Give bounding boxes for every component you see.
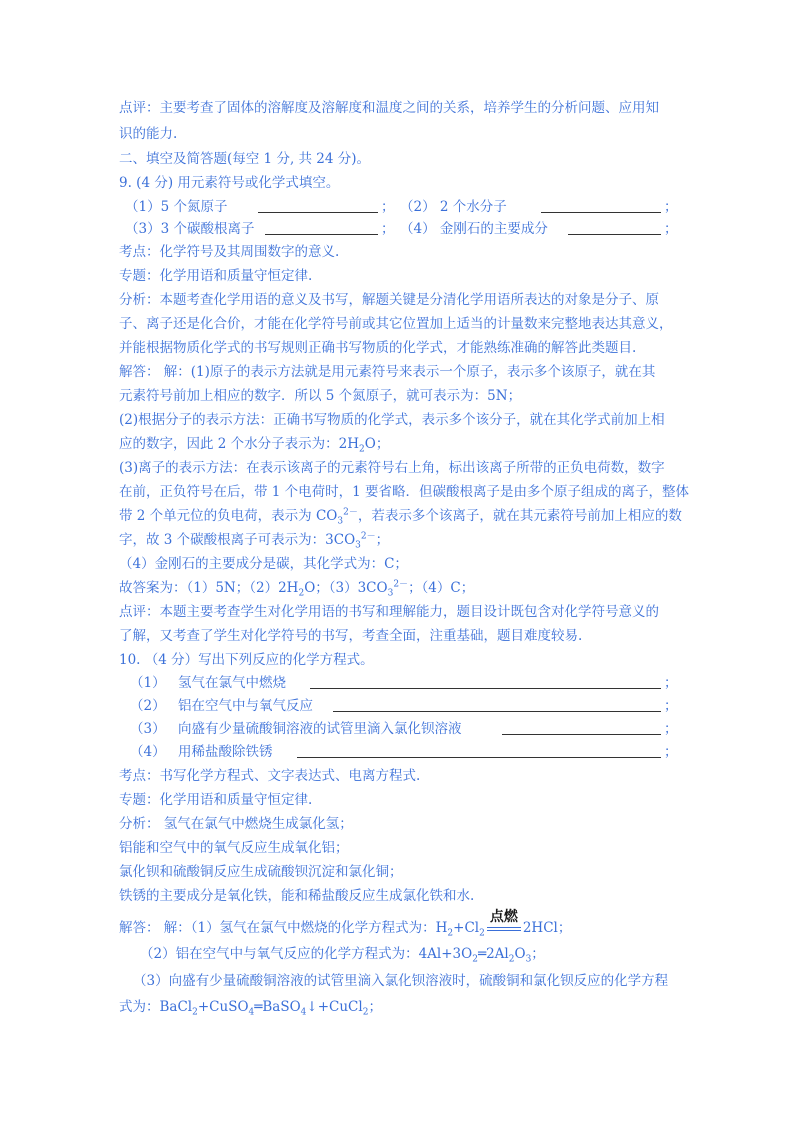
q9-analysis-1: 分析：本题考查化学用语的意义及书写，解题关键是分清化学用语所表达的对象是分子、原 bbox=[119, 292, 659, 308]
comment-line-1: 点评：主要考查了固体的溶解度及溶解度和温度之间的关系，培养学生的分析问题、应用知 bbox=[119, 100, 659, 116]
q10-analysis-1: 分析： 氢气在氯气中燃烧生成氯化氢； bbox=[119, 816, 353, 832]
q10-analysis-3: 氯化钡和硫酸铜反应生成硫酸钡沉淀和氯化铜； bbox=[119, 864, 403, 880]
q9-solution-2: 元素符号前加上相应的数字．所以 5 个氮原子，就可表示为：5N； bbox=[119, 388, 522, 404]
q9-analysis-2: 子、离子还是化合价，才能在化学符号前或其它位置加上适当的计量数来完整地表达其意义， bbox=[119, 316, 673, 332]
q10-answer-blank-2[interactable] bbox=[333, 697, 661, 712]
question-10-title: 10. （4 分）写出下列反应的化学方程式。 bbox=[119, 652, 374, 668]
q10-sep-3: ； bbox=[664, 721, 678, 737]
q9-item-4: （4） 金刚石的主要成分 bbox=[400, 221, 548, 237]
q10-analysis-2: 铝能和空气中的氧气反应生成氧化铝； bbox=[119, 840, 349, 856]
q9-topic: 专题：化学用语和质量守恒定律. bbox=[119, 268, 313, 284]
q9-answer-blank-3[interactable] bbox=[265, 220, 378, 235]
q10-sep-1: ； bbox=[664, 675, 678, 691]
q9-solution-6: 在前，正负符号在后，带 1 个电荷时，1 要省略．但碳酸根离子是由多个原子组成的离子，整体 bbox=[119, 484, 690, 500]
q9-item-1 bbox=[125, 197, 227, 217]
q10-analysis-4: 铁锈的主要成分是氧化铁，能和稀盐酸反应生成氯化铁和水. bbox=[119, 888, 475, 904]
q9-comment-2: 了解，又考查了学生对化学符号的书写，考查全面，注重基础，题目难度较易. bbox=[119, 628, 583, 644]
q9-sep-4: ； bbox=[664, 221, 678, 237]
q10-solution-1: 解答： 解：（1）氢气在氯气中燃烧的化学方程式为：$H_2+Cl_2$ 点燃 2HCl； bbox=[119, 909, 572, 939]
comment-line-2: 识的能力. bbox=[119, 126, 178, 142]
q9-sep-2: ； bbox=[664, 199, 678, 215]
q9-sep-3: ； bbox=[381, 221, 395, 237]
q10-exam-point: 考点：书写化学方程式、文字表达式、电离方程式. bbox=[119, 768, 421, 784]
q9-exam-point: 考点：化学符号及其周围数字的意义. bbox=[119, 244, 340, 260]
q10-topic: 专题：化学用语和质量守恒定律. bbox=[119, 792, 313, 808]
ignite-condition-label: 点燃 bbox=[489, 909, 518, 925]
q9-solution-7: 带 2 个单元位的负电荷，表示为 $CO_3^{2-}$，若表示多个该离子，就在其元素符号前加上相应的数 bbox=[119, 507, 682, 527]
q9-answer-blank-2[interactable] bbox=[541, 198, 661, 213]
q10-item-3-num: （3） bbox=[130, 721, 166, 737]
q10-item-2-text: 铝在空气中与氧气反应 bbox=[178, 698, 313, 714]
q10-item-3-text: 向盛有少量硫酸铜溶液的试管里滴入氯化钡溶液 bbox=[178, 721, 462, 737]
q9-solution-5: (3)离子的表示方法：在表示该离子的元素符号右上角，标出该离子所带的正负电荷数，数字 bbox=[119, 460, 665, 476]
section-heading: 二、填空及简答题(每空 1 分, 共 24 分)。 bbox=[119, 151, 371, 167]
q10-sep-4: ； bbox=[664, 744, 678, 760]
q10-item-4-text: 用稀盐酸除铁锈 bbox=[178, 744, 273, 760]
q10-answer-blank-3[interactable] bbox=[502, 720, 661, 735]
q10-answer-blank-1[interactable] bbox=[310, 674, 661, 689]
q9-sep-1: ； bbox=[381, 199, 395, 215]
q9-comment-1: 点评：本题主要考查学生对化学用语的书写和理解能力，题目设计既包含对化学符号意义的 bbox=[119, 604, 659, 620]
q9-answer-blank-1[interactable] bbox=[258, 198, 378, 213]
q9-solution-4: 应的数字，因此 2 个水分子表示为：$2H_2O$； bbox=[119, 436, 390, 455]
q10-item-1-num: （1） bbox=[130, 675, 166, 691]
reaction-condition-mark bbox=[486, 909, 522, 936]
q9-solution-3: (2)根据分子的表示方法：正确书写物质的化学式，表示多个该分子，就在其化学式前加上相 bbox=[119, 412, 665, 428]
q9-item-3: （3）3 个碳酸根离子 bbox=[125, 221, 255, 237]
q10-sep-2: ； bbox=[664, 698, 678, 714]
q9-solution-9: （4）金刚石的主要成分是碳，其化学式为：C； bbox=[119, 556, 408, 572]
q10-solution-2: （2）铝在空气中与氧气反应的化学方程式为：$4Al+3O_2═2Al_2O_3$； bbox=[140, 946, 545, 965]
q10-item-1-text: 氢气在氯气中燃烧 bbox=[178, 675, 286, 691]
q10-solution-3: （3）向盛有少量硫酸铜溶液的试管里滴入氯化钡溶液时，硫酸铜和氯化钡反应的化学方程 bbox=[133, 973, 669, 989]
q10-item-2-num: （2） bbox=[130, 698, 166, 714]
q9-item-1-label: （1）5 个氮原子 bbox=[125, 199, 228, 215]
question-9-title: 9. (4 分) 用元素符号或化学式填空。 bbox=[119, 175, 340, 191]
q10-solution-4: 式为：BaCl$_2$+CuSO$_4$═BaSO$_4$↓+CuCl$_2$； bbox=[119, 999, 382, 1018]
q9-item-2: （2） 2 个水分子 bbox=[400, 199, 507, 215]
q10-answer-blank-4[interactable] bbox=[297, 743, 661, 758]
q9-answer-summary: 故答案为：（1）5N；$(2)2H_2O$；$(3)3CO_3^{2-}$；（4）C； bbox=[119, 579, 475, 599]
q10-item-4-num: （4） bbox=[130, 744, 166, 760]
q9-solution-1: 解答： 解：(1)原子的表示方法就是用元素符号来表示一个原子，表示多个该原子，就在其 bbox=[119, 364, 656, 380]
q9-solution-8: 字，故 3 个碳酸根离子可表示为：$3CO_3^{2-}$； bbox=[119, 531, 390, 551]
q9-analysis-3: 并能根据物质化学式的书写规则正确书写物质的化学式，才能熟练准确的解答此类题目. bbox=[119, 340, 637, 356]
q9-answer-blank-4[interactable] bbox=[568, 220, 661, 235]
